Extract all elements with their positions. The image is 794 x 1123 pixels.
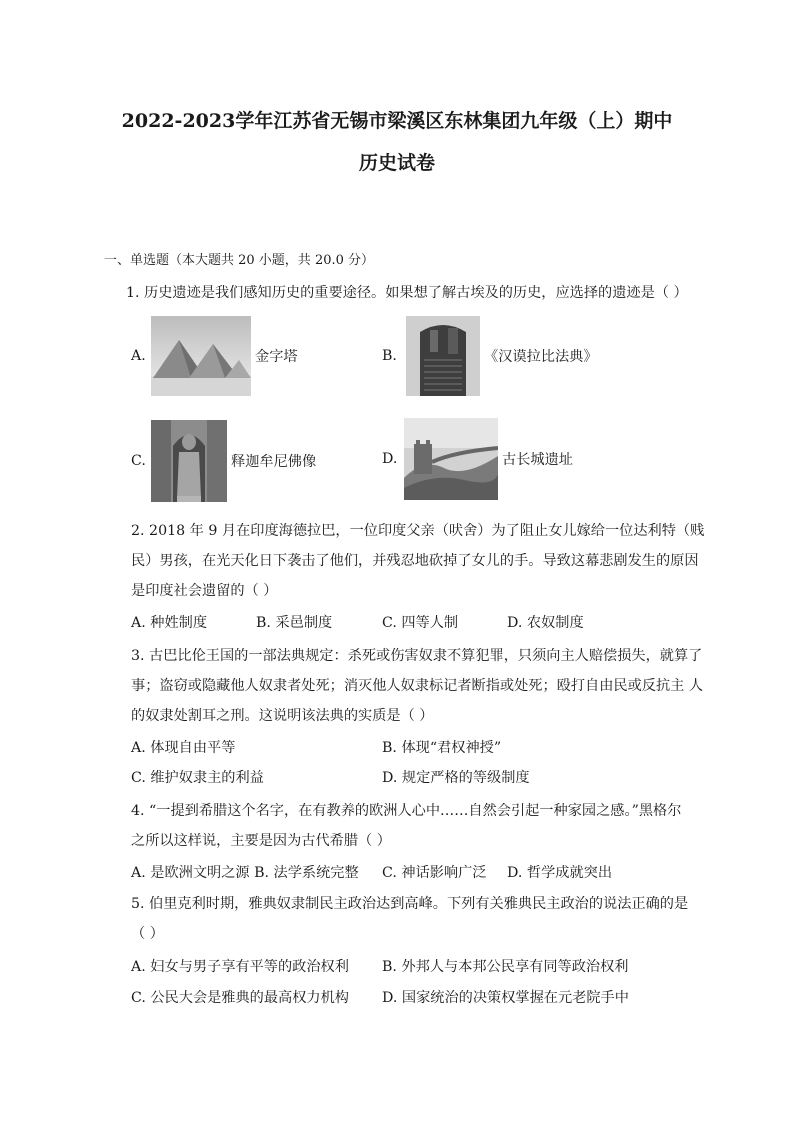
question-2-line-1: 2. 2018 年 9 月在印度海德拉巴，一位印度父亲（吠舍）为了阻止女儿嫁给一位达利特（贱 [131,523,705,539]
question-3-line-1: 3. 古巴比伦王国的一部法典规定：杀死或伤害奴隶不算犯罪，只须向主人赔偿损失，就算了 [131,648,703,664]
question-3-option-c[interactable]: C. 维护奴隶主的利益 [131,770,264,786]
great-wall-photo [404,418,498,500]
question-2-option-b[interactable]: B. 采邑制度 [256,615,333,631]
question-1-option-a[interactable] [131,316,298,396]
section-heading: 一、单选题（本大题共 20 小题，共 20.0 分） [104,253,375,268]
question-1-option-c[interactable] [131,420,316,502]
question-4-option-a-b[interactable]: A. 是欧洲文明之源 B. 法学系统完整 [131,865,359,881]
question-2-line-2: 民）男孩，在光天化日下袭击了他们，并残忍地砍掉了女儿的手。导致这幕悲剧发生的原因 [131,553,699,569]
buddha-statue-photo [151,420,227,502]
option-letter: A. [131,348,146,364]
code-stele-photo [406,316,480,396]
question-4-line-2: 之所以这样说，主要是因为古代希腊（ ） [131,833,391,849]
question-5-option-d[interactable]: D. 国家统治的决策权掌握在元老院手中 [382,990,629,1006]
question-2-option-c[interactable]: C. 四等人制 [382,615,459,631]
question-4-line-1: 4. “一提到希腊这个名字，在有教养的欧洲人心中……自然会引起一种家园之感。”黑格尔 [131,803,682,819]
buddha-image [151,420,227,502]
question-3-line-2: 事；盗窃或隐藏他人奴隶者处死；消灭他人奴隶标记者断指或处死；殴打自由民或反抗主 人 [131,678,704,694]
title-line-1: 2022-2023学年江苏省无锡市梁溪区东林集团九年级（上）期中 [121,110,673,132]
question-4-option-d[interactable]: D. 哲学成就突出 [507,865,613,881]
question-5-option-b[interactable]: B. 外邦人与本邦公民享有同等政治权利 [382,959,629,975]
option-letter: C. [131,453,146,469]
question-2-option-d[interactable]: D. 农奴制度 [507,615,584,631]
pyramid-image [151,316,251,396]
question-3-option-d[interactable]: D. 规定严格的等级制度 [382,770,530,786]
question-2-option-a[interactable]: A. 种姓制度 [131,615,208,631]
pyramid-photo [151,316,251,396]
option-letter: B. [382,348,397,364]
option-caption: 释迦牟尼佛像 [231,454,317,470]
option-caption: 金字塔 [255,349,298,365]
title-line-2: 历史试卷 [358,152,435,174]
question-3-option-b[interactable]: B. 体现“君权神授” [382,740,502,756]
question-1-option-d[interactable] [382,418,573,500]
question-1-text: 1. 历史遗迹是我们感知历史的重要途径。如果想了解古埃及的历史，应选择的遗迹是（ ） [126,285,688,301]
question-3-line-3: 的奴隶处割耳之刑。这说明该法典的实质是（ ） [131,708,434,724]
question-2-line-3: 是印度社会遗留的（ ） [131,583,278,599]
option-letter: D. [382,451,398,467]
option-caption: 古长城遗址 [502,452,573,468]
question-3-option-a[interactable]: A. 体现自由平等 [131,740,236,756]
question-5-line-1: 5. 伯里克利时期，雅典奴隶制民主政治达到高峰。下列有关雅典民主政治的说法正确的是 [131,896,689,912]
question-1-option-b[interactable] [382,316,598,396]
question-5-option-c[interactable]: C. 公民大会是雅典的最高权力机构 [131,990,349,1006]
stele-image [406,316,480,396]
question-5-line-2: （ ） [131,926,164,942]
great-wall-image [404,418,498,500]
question-4-option-c[interactable]: C. 神话影响广泛 [382,865,487,881]
question-5-option-a[interactable]: A. 妇女与男子享有平等的政治权利 [131,959,349,975]
option-caption: 《汉谟拉比法典》 [484,349,598,365]
